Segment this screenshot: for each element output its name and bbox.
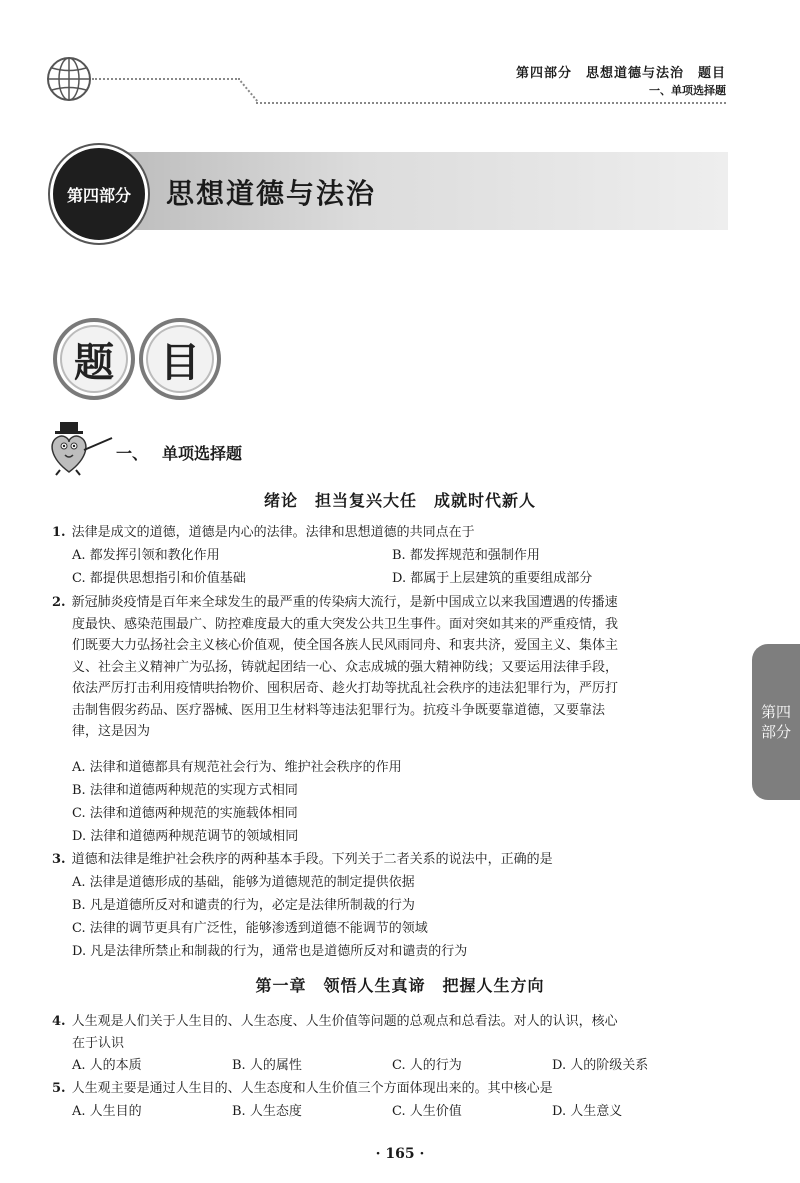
q1-option-a: A. 都发挥引领和教化作用: [72, 548, 220, 563]
question-2: 2. 新冠肺炎疫情是百年来全球发生的最严重的传染病大流行，是新中国成立以来我国遭遇的传播速 度最快、感染范围最广、防控难度最大的重大突发公共卫生事件。面对突如其来的严重疫情，我 们既要大力弘扬社会主义核心价值观，使全国各族人民风雨同舟、和衷共济，爱国主义、集体主 义、社会主义精神广为弘扬，铸就起团结一心、众志成城的强大精神防线；又要运用法律手段， 依法严厉打击利用疫情哄抬物价、囤积居奇、趁火打劫等扰乱社会秩序的违法犯罪行为，严厉打 击制售假劣药品、医疗器械、医用卫生材料等违法犯罪行为。抗疫斗争既要靠道德，又要靠法 律，这是因为: [52, 595, 619, 739]
part-badge: [50, 145, 148, 243]
q4-option-c: C. 人的行为: [392, 1058, 462, 1073]
q4-option-b: B. 人的属性: [232, 1058, 302, 1073]
mascot-icon: [44, 420, 114, 476]
globe-icon: [46, 56, 92, 102]
header-dotted-line: [92, 78, 240, 80]
q1-option-b: B. 都发挥规范和强制作用: [392, 548, 540, 563]
q2-option-d: D. 法律和道德两种规范调节的领域相同: [72, 829, 299, 844]
q4-option-d: D. 人的阶级关系: [552, 1058, 649, 1073]
chapter-title-1: 第一章 领悟人生真谛 把握人生方向: [255, 976, 545, 995]
part-label: 第四部分: [66, 185, 131, 205]
q5-option-c: C. 人生价值: [392, 1104, 462, 1119]
header-dotted-line-lower: [256, 102, 726, 104]
question-1: 1. 法律是成文的道德，道德是内心的法律。法律和思想道德的共同点在于: [52, 525, 475, 540]
q1-option-c: C. 都提供思想指引和价值基础: [72, 571, 246, 586]
q5-option-b: B. 人生态度: [232, 1104, 302, 1119]
q3-option-d: D. 凡是法律所禁止和制裁的行为，通常也是道德所反对和谴责的行为: [72, 944, 468, 959]
section-title: 单项选择题: [162, 444, 243, 463]
q3-option-a: A. 法律是道德形成的基础，能够为道德规范的制定提供依据: [72, 875, 415, 890]
q3-option-c: C. 法律的调节更具有广泛性，能够渗透到道德不能调节的领域: [72, 921, 428, 936]
side-tab-label: 第四部分: [760, 703, 791, 741]
header-subtitle: 一、单项选择题: [649, 84, 726, 97]
q5-option-d: D. 人生意义: [552, 1104, 623, 1119]
title-badge-1: 题: [53, 318, 135, 400]
q3-option-b: B. 凡是道德所反对和谴责的行为，必定是法律所制裁的行为: [72, 898, 415, 913]
question-3: 3. 道德和法律是维护社会秩序的两种基本手段。下列关于二者关系的说法中，正确的是: [52, 852, 553, 867]
q2-option-a: A. 法律和道德都具有规范社会行为、维护社会秩序的作用: [72, 760, 402, 775]
q4-option-a: A. 人的本质: [72, 1058, 142, 1073]
header-dotted-slope: [238, 78, 258, 104]
side-tab-part-4: [752, 644, 800, 800]
question-5: 5. 人生观主要是通过人生目的、人生态度和人生价值三个方面体现出来的。其中核心是: [52, 1081, 553, 1096]
q5-option-a: A. 人生目的: [72, 1104, 142, 1119]
section-number: 一、: [116, 444, 149, 463]
header-title: 第四部分 思想道德与法治 题目: [515, 66, 726, 81]
part-title: 思想道德与法治: [166, 177, 377, 210]
q2-option-c: C. 法律和道德两种规范的实施载体相同: [72, 806, 298, 821]
q1-option-d: D. 都属于上层建筑的重要组成部分: [392, 571, 593, 586]
title-badge-2: 目: [139, 318, 221, 400]
section-heading: [116, 441, 242, 464]
chapter-title-intro: 绪论 担当复兴大任 成就时代新人: [263, 491, 536, 510]
page-number: · 165 ·: [375, 1146, 425, 1162]
question-4: 4. 人生观是人们关于人生目的、人生态度、人生价值等问题的总观点和总看法。对人的认识，核心 在于认识: [52, 1014, 618, 1051]
q2-option-b: B. 法律和道德两种规范的实现方式相同: [72, 783, 298, 798]
